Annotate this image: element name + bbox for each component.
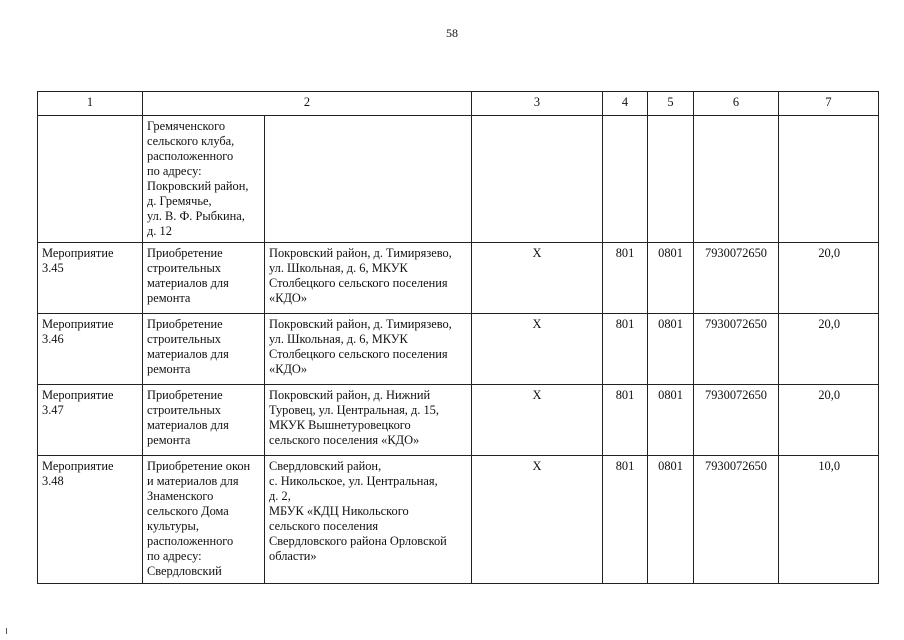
col4-cell bbox=[603, 116, 648, 243]
table-row bbox=[38, 243, 879, 314]
header-cell-1: 1 bbox=[38, 92, 143, 116]
col5-cell: 0801 bbox=[648, 243, 694, 314]
object-cell: Приобретение окон и материалов для Знаменского сельского Дома культуры, расположенного по адресу: Свердловский bbox=[143, 456, 265, 584]
measure-cell: Мероприятие 3.48 bbox=[38, 456, 143, 584]
header-cell-3: 3 bbox=[472, 92, 603, 116]
object-cell: Приобретение строительных материалов для ремонта bbox=[143, 385, 265, 456]
address-cell: Покровский район, д. Тимирязево, ул. Школьная, д. 6, МКУК Столбецкого сельского поселения «КДО» bbox=[265, 243, 472, 314]
header-cell-2: 2 bbox=[143, 92, 472, 116]
col6-cell: 7930072650 bbox=[694, 385, 779, 456]
table-row bbox=[38, 314, 879, 385]
col6-cell: 7930072650 bbox=[694, 314, 779, 385]
col3-cell bbox=[472, 116, 603, 243]
address-cell bbox=[265, 116, 472, 243]
page-number: 58 bbox=[446, 26, 458, 40]
col7-cell: 20,0 bbox=[779, 385, 879, 456]
col5-cell: 0801 bbox=[648, 314, 694, 385]
col5-cell bbox=[648, 116, 694, 243]
col7-cell: 10,0 bbox=[779, 456, 879, 584]
measure-cell bbox=[38, 116, 143, 243]
col3-cell: Х bbox=[472, 456, 603, 584]
header-cell-4: 4 bbox=[603, 92, 648, 116]
address-cell: Свердловский район, с. Никольское, ул. Центральная, д. 2, МБУК «КДЦ Никольского сельского поселения Свердловского района Орловской области» bbox=[265, 456, 472, 584]
col4-cell: 801 bbox=[603, 385, 648, 456]
table-row bbox=[38, 456, 879, 584]
col7-cell bbox=[779, 116, 879, 243]
col6-cell: 7930072650 bbox=[694, 243, 779, 314]
col3-cell: Х bbox=[472, 243, 603, 314]
table-header-row bbox=[38, 92, 879, 116]
col6-cell: 7930072650 bbox=[694, 456, 779, 584]
header-cell-7: 7 bbox=[779, 92, 879, 116]
measure-cell: Мероприятие 3.45 bbox=[38, 243, 143, 314]
address-cell: Покровский район, д. Нижний Туровец, ул. Центральная, д. 15, МКУК Вышнетуровецкого сельского поселения «КДО» bbox=[265, 385, 472, 456]
col6-cell bbox=[694, 116, 779, 243]
object-cell: Приобретение строительных материалов для ремонта bbox=[143, 314, 265, 385]
table-row bbox=[38, 385, 879, 456]
header-cell-6: 6 bbox=[694, 92, 779, 116]
scan-margin-mark bbox=[6, 628, 7, 634]
measure-cell: Мероприятие 3.46 bbox=[38, 314, 143, 385]
col7-cell: 20,0 bbox=[779, 314, 879, 385]
address-cell: Покровский район, д. Тимирязево, ул. Школьная, д. 6, МКУК Столбецкого сельского поселения «КДО» bbox=[265, 314, 472, 385]
col3-cell: Х bbox=[472, 385, 603, 456]
col4-cell: 801 bbox=[603, 243, 648, 314]
measure-cell: Мероприятие 3.47 bbox=[38, 385, 143, 456]
col5-cell: 0801 bbox=[648, 456, 694, 584]
col4-cell: 801 bbox=[603, 314, 648, 385]
col7-cell: 20,0 bbox=[779, 243, 879, 314]
object-cell: Приобретение строительных материалов для ремонта bbox=[143, 243, 265, 314]
col5-cell: 0801 bbox=[648, 385, 694, 456]
header-cell-5: 5 bbox=[648, 92, 694, 116]
col3-cell: Х bbox=[472, 314, 603, 385]
object-cell: Гремяченского сельского клуба, расположенного по адресу: Покровский район, д. Гремячье, ул. В. Ф. Рыбкина, д. 12 bbox=[143, 116, 265, 243]
col4-cell: 801 bbox=[603, 456, 648, 584]
table-row-continuation bbox=[38, 116, 879, 243]
budget-table bbox=[37, 91, 879, 584]
